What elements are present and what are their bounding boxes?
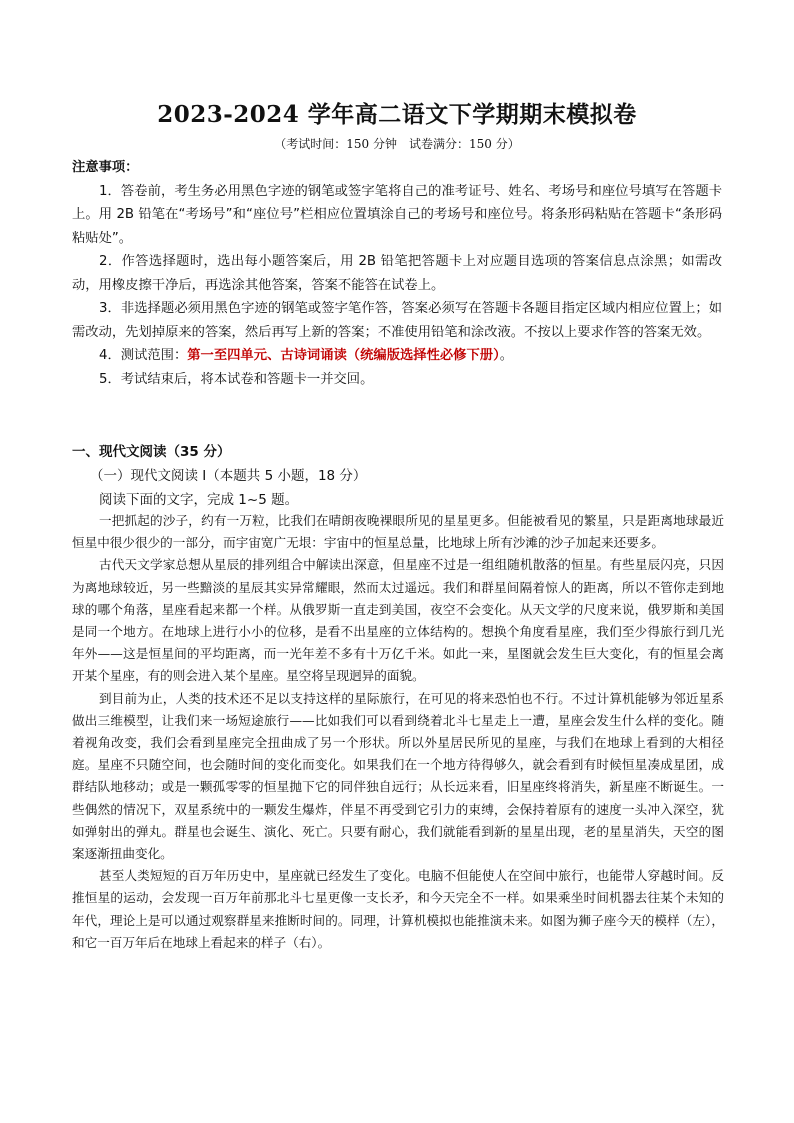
scope-highlight: 第一至四单元、古诗词诵读（统编版选择性必修下册） [187,348,500,363]
passage-paragraph: 古代天文学家总想从星辰的排列组合中解读出深意，但星座不过是一组组随机散落的恒星。有些星辰闪亮，只因为离地球较近，另一些黯淡的星辰其实异常耀眼，然而太过遥远。我们和群星间隔着惊人的距离，所以不管你走到地球的哪个角落，星座看起来都一个样。从俄罗斯一直走到美国，夜空不会变化。从天文学的尺度来说，俄罗斯和美国是同一个地方。在地球上进行小小的位移，是看不出星座的立体结构的。想换个角度看星座，我们至少得旅行到几光年外——这是恒星间的平均距离，而一光年差不多有十万亿千米。如此一来，星图就会发生巨大变化，有的恒星会离开某个星座，有的则会进入某个星座。星空将呈现迥异的面貌。 [72,557,724,684]
scope-label: 4．测试范围： [99,348,188,363]
passage-paragraph: 甚至人类短短的百万年历史中，星座就已经发生了变化。电脑不但能使人在空间中旅行，也能带人穿越时间。反推恒星的运动，会发现一百万年前那北斗七星更像一支长矛，和今天完全不一样。如果乘坐时间机器去往某个未知的年代，理论上是可以通过观察群星来推断时间的。同理，计算机模拟也能推演未来。如图为狮子座今天的模样（左），和它一百万年后在地球上看起来的样子（右）。 [72,868,724,950]
section-subtitle: （一）现代文阅读 I（本题共 5 小题，18 分） [90,468,367,484]
scope-suffix: 。 [499,348,514,363]
instruction-item-3: 3．非选择题必须用黑色字迹的钢笔或签字笔作答，答案必须写在答题卡各题目指定区域内相应位置上；如需改动，先划掉原来的答案，然后再写上新的答案；不准使用铅笔和涂改液。不按以上要求作答的答案无效。 [72,301,722,340]
exam-title: 2023-2024 学年高二语文下学期期末模拟卷 [157,101,637,128]
section-title: 一、现代文阅读（35 分） [72,444,231,460]
instruction-item-1: 1．答卷前，考生务必用黑色字迹的钢笔或签字笔将自己的准考证号、姓名、考场号和座位号填写在答题卡上。用 2B 铅笔在“考场号”和“座位号”栏相应位置填涂自己的考场号和座位号。将条形码粘贴在答题卡“条形码粘贴处”。 [72,183,722,246]
instruction-item-2: 2．作答选择题时，选出每小题答案后，用 2B 铅笔把答题卡上对应题目选项的答案信息点涂黑；如需改动，用橡皮擦干净后，再选涂其他答案，答案不能答在试卷上。 [72,254,722,293]
reading-instruction: 阅读下面的文字，完成 1~5 题。 [99,492,299,508]
instructions [72,156,722,391]
instruction-item-4 [72,344,722,368]
exam-subtitle: （考试时间：150 分钟 试卷满分：150 分） [274,137,520,151]
passage-paragraph: 到目前为止，人类的技术还不足以支持这样的星际旅行，在可见的将来恐怕也不行。不过计算机能够为邻近星系做出三维模型，让我们来一场短途旅行——比如我们可以看到绕着北斗七星走上一遭，星座会发生什么样的变化。随着视角改变，我们会看到星座完全扭曲成了另一个形状。所以外星居民所见的星座，与我们在地球上看到的大相径庭。星座不只随空间，也会随时间的变化而变化。如果我们在一个地方待得够久，就会看到有时候恒星凑成星团，成群结队地移动；或是一颗孤零零的恒星抛下它的同伴独自远行；从长远来看，旧星座终将消失，新星座不断诞生。一些偶然的情况下，双星系统中的一颗发生爆炸，伴星不再受到它引力的束缚，会保持着原有的速度一头冲入深空，犹如弹射出的弹丸。群星也会诞生、演化、死亡。只要有耐心，我们就能看到新的星星出现，老的星星消失，天空的图案逐渐扭曲变化。 [72,690,724,862]
instructions-heading: 注意事项： [72,160,139,175]
passage-paragraph: 一把抓起的沙子，约有一万粒，比我们在晴朗夜晚裸眼所见的星星更多。但能被看见的繁星，只是距离地球最近恒星中很少很少的一部分，而宇宙宽广无垠：宇宙中的恒星总量，比地球上所有沙滩的沙子加起来还要多。 [72,513,724,551]
instruction-item-5: 5．考试结束后，将本试卷和答题卡一并交回。 [99,371,374,387]
reading-passage [72,510,724,954]
